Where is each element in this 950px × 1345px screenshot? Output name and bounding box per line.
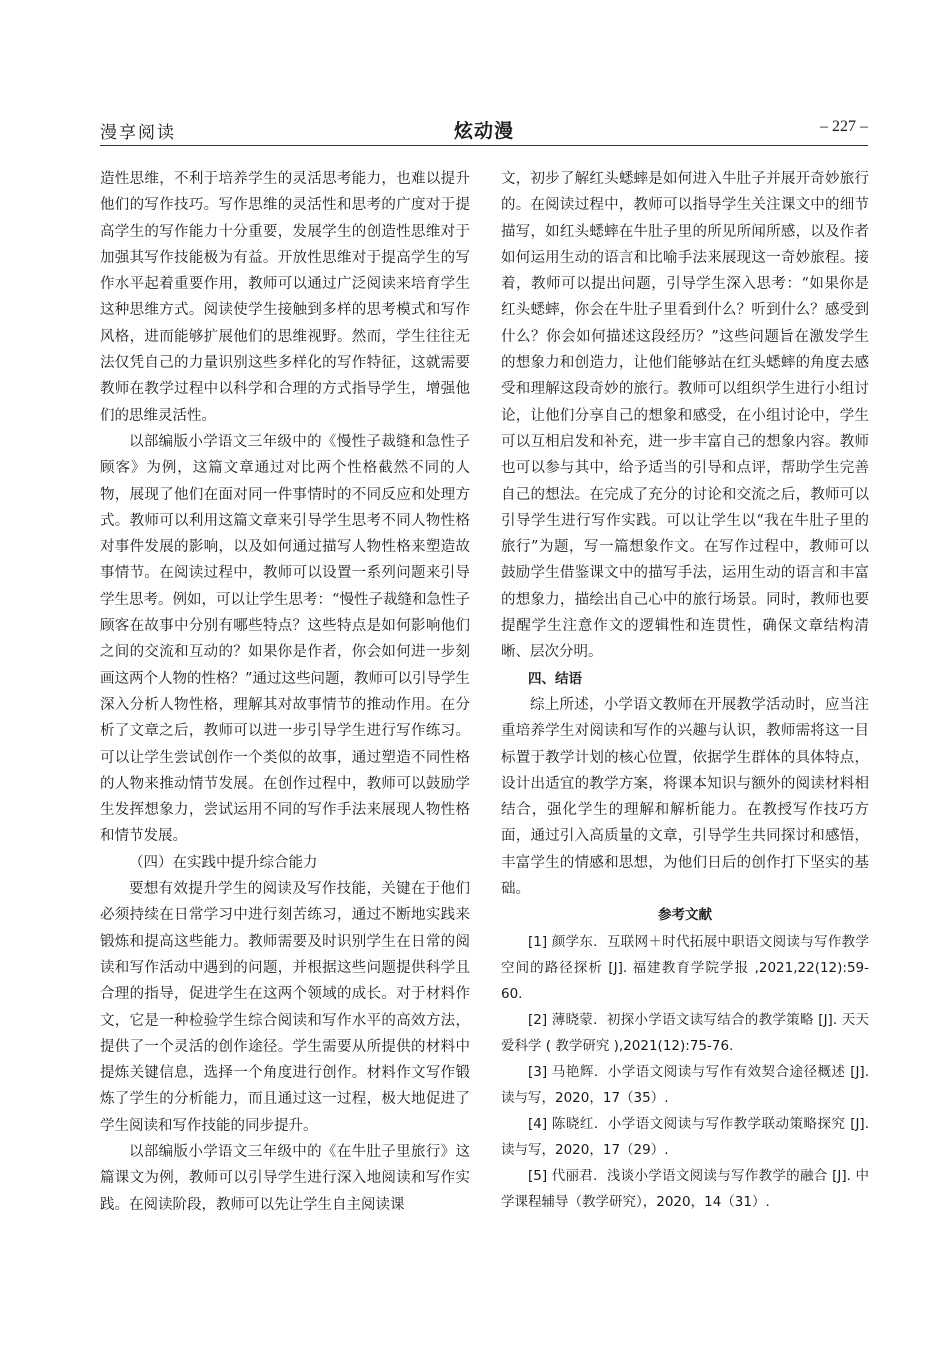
header-rule (100, 145, 868, 146)
subsection-heading: （四）在实践中提升综合能力 (129, 854, 318, 871)
reference-item: [4] 陈晓红．小学语文阅读与写作教学联动策略探究 [J]. 读与写，2020，17（29）. (501, 1115, 869, 1158)
reference-item: [5] 代丽君．浅谈小学语文阅读与写作教学的融合 [J]. 中学课程辅导（教学研究），2020，14（31）. (501, 1167, 869, 1210)
reference-item: [3] 马艳辉．小学语文阅读与写作有效契合途径概述 [J]. 读与写，2020，17（35）. (501, 1063, 869, 1106)
column-title: 漫享阅读 (100, 123, 176, 143)
paragraph: 文，初步了解红头蟋蟀是如何进入牛肚子并展开奇妙旅行的。在阅读过程中，教师可以指导学生关注课文中的细节描写，如红头蟋蟀在牛肚子里的所见所闻所感，以及作者如何运用生动的语言和比喻手法来展现这一奇妙旅程。接着，教师可以提出问题，引导学生深入思考：“如果你是红头蟋蟀，你会在牛肚子里看到什么？听到什么？感受到什么？你会如何描述这段经历？”这些问题旨在激发学生的想象力和创造力，让他们能够站在红头蟋蟀的角度去感受和理解这段奇妙的旅行。教师可以组织学生进行小组讨论，让他们分享自己的想象和感受，在小组讨论中，学生可以互相启发和补充，进一步丰富自己的想象内容。教师也可以参与其中，给予适当的引导和点评，帮助学生完善自己的想法。在完成了充分的讨论和交流之后，教师可以引导学生进行写作实践。可以让学生以“我在牛肚子里的旅行”为题，写一篇想象作文。在写作过程中，教师可以鼓励学生借鉴课文中的描写手法，运用生动的语言和丰富的想象力，描绘出自己心中的旅行场景。同时，教师也要提醒学生注意作文的逻辑性和连贯性，确保文章结构清晰、层次分明。 (501, 171, 869, 661)
paragraph: 以部编版小学语文三年级中的《在牛肚子里旅行》这篇课文为例，教师可以引导学生进行深入地阅读和写作实践。在阅读阶段，教师可以先让学生自主阅读课 (100, 1143, 470, 1213)
paragraph: 综上所述，小学语文教师在开展教学活动时，应当注重培养学生对阅读和写作的兴趣与认识，教师需将这一目标置于教学计划的核心位置，依据学生群体的具体特点，设计出适宜的教学方案，将课本知识与额外的阅读材料相结合，强化学生的理解和解析能力。在教授写作技巧方面，通过引入高质量的文章，引导学生共同探讨和感悟，丰富学生的情感和思想，为他们日后的创作打下坚实的基础。 (501, 696, 869, 898)
page-number: – 227 – (820, 118, 868, 135)
page-header (100, 118, 868, 142)
right-column (501, 166, 869, 1215)
reference-item: [1] 颜学东．互联网＋时代拓展中职语文阅读与写作教学空间的路径探析 [J]. 福建教育学院学报 ,2021,22(12):59-60. (501, 933, 869, 1002)
left-column (100, 166, 470, 1218)
paragraph: 以部编版小学语文三年级中的《慢性子裁缝和急性子顾客》为例，这篇文章通过对比两个性格截然不同的人物，展现了他们在面对同一件事情时的不同反应和处理方式。教师可以利用这篇文章来引导学生思考不同人物性格对事件发展的影响，以及如何通过描写人物性格来塑造故事情节。在阅读过程中，教师可以设置一系列问题来引导学生思考。例如，可以让学生思考：“慢性子裁缝和急性子顾客在故事中分别有哪些特点？这些特点是如何影响他们之间的交流和互动的？如果你是作者，你会如何进一步刻画这两个人物的性格？”通过这些问题，教师可以引导学生深入分析人物性格，理解其对故事情节的推动作用。在分析了文章之后，教师可以进一步引导学生进行写作练习。可以让学生尝试创作一个类似的故事，通过塑造不同性格的人物来推动情节发展。在创作过程中，教师可以鼓励学生发挥想象力，尝试运用不同的写作手法来展现人物性格和情节发展。 (100, 433, 470, 845)
references-title: 参考文献 (658, 907, 712, 924)
section-heading: 四、结语 (528, 670, 582, 687)
journal-name: 炫动漫 (453, 120, 514, 142)
paragraph: 要想有效提升学生的阅读及写作技能，关键在于他们必须持续在日常学习中进行刻苦练习，通过不断地实践来锻炼和提高这些能力。教师需要及时识别学生在日常的阅读和写作活动中遇到的问题，并根据这些问题提供科学且合理的指导，促进学生在这两个领域的成长。对于材料作文，它是一种检验学生综合阅读和写作水平的高效方法，提供了一个灵活的创作途径。学生需要从所提供的材料中提炼关键信息，选择一个角度进行创作。材料作文写作锻炼了学生的分析能力，而且通过这一过程，极大地促进了学生阅读和写作技能的同步提升。 (100, 881, 470, 1134)
reference-item: [2] 薄晓蒙．初探小学语文读写结合的教学策略 [J]. 天天爱科学 ( 教学研究 ),2021(12):75-76. (501, 1011, 869, 1054)
paragraph: 造性思维，不利于培养学生的灵活思考能力，也难以提升他们的写作技巧。写作思维的灵活性和思考的广度对于提高学生的写作能力十分重要，发展学生的创造性思维对于加强其写作技能极为有益。开放性思维对于提高学生的写作水平起着重要作用，教师可以通过广泛阅读来培育学生这种思维方式。阅读使学生接触到多样的思考模式和写作风格，进而能够扩展他们的思维视野。然而，学生往往无法仅凭自己的力量识别这些多样化的写作特征，这就需要教师在教学过程中以科学和合理的方式指导学生，增强他们的思维灵活性。 (100, 171, 470, 424)
